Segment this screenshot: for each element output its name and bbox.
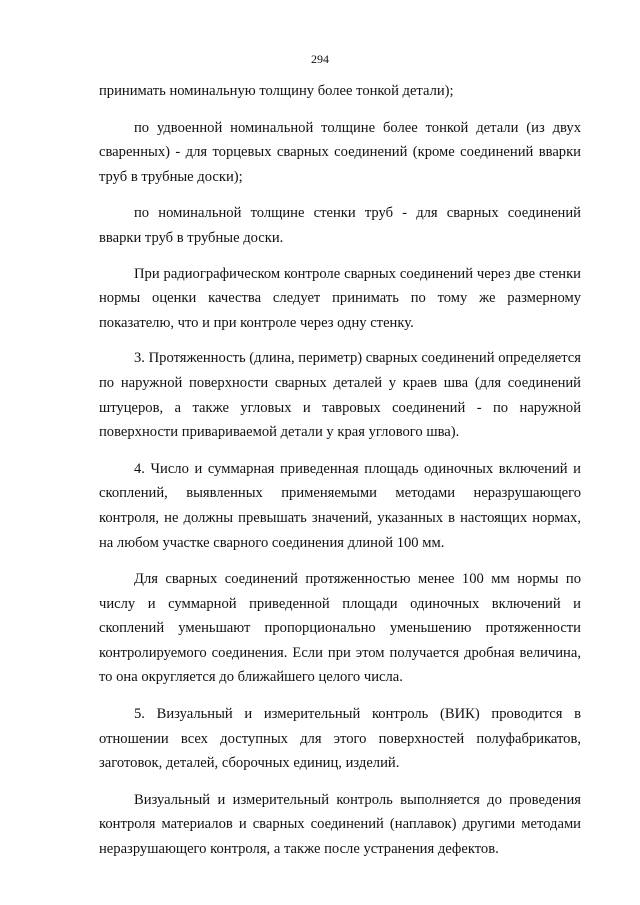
- paragraph-double-thickness: по удвоенной номинальной толщине более тонкой детали (из двух сваренных) - для торцевых сварных соединений (кроме соединений вварки труб в трубные доски);: [99, 119, 581, 185]
- paragraph-vik-timing: Визуальный и измерительный контроль выполняется до проведения контроля материалов и сварных соединений (наплавок) другими методами неразрушающего контроля, а также после устранения дефектов.: [99, 791, 581, 858]
- paragraph-continuation: принимать номинальную толщину более тонкой детали);: [99, 83, 454, 99]
- paragraph-item-3: 3. Протяженность (длина, периметр) сварных соединений определяется по наружной поверхности сварных деталей у краев шва (для соединений штуцеров, а также угловых и тавровых соединений - по наружной поверхности привариваемой детали у края углового шва).: [99, 350, 581, 441]
- page-number: 294: [311, 52, 329, 66]
- paragraph-short-joints: Для сварных соединений протяженностью менее 100 мм нормы по числу и суммарной приведенной площади одиночных включений и скоплений уменьшают пропорционально уменьшению протяженности контролируемого соединения. Если при этом получается дробная величина, то она округляется до ближайшего целого числа.: [99, 571, 581, 686]
- body-text: [99, 79, 581, 862]
- paragraph-radiographic: При радиографическом контроле сварных соединений через две стенки нормы оценки качества следует принимать по тому же размерному показателю, что и при контроле через одну стенку.: [99, 265, 581, 331]
- paragraph-item-5: 5. Визуальный и измерительный контроль (ВИК) проводится в отношении всех доступных для этого поверхностей полуфабрикатов, заготовок, деталей, сборочных единиц, изделий.: [99, 706, 581, 772]
- paragraph-pipe-wall: по номинальной толщине стенки труб - для сварных соединений вварки труб в трубные доски.: [99, 205, 581, 246]
- paragraph-item-4: 4. Число и суммарная приведенная площадь одиночных включений и скоплений, выявленных применяемыми методами неразрушающего контроля, не должны превышать значений, указанных в настоящих нормах, на любом участке сварного соединения длиной 100 мм.: [99, 460, 581, 551]
